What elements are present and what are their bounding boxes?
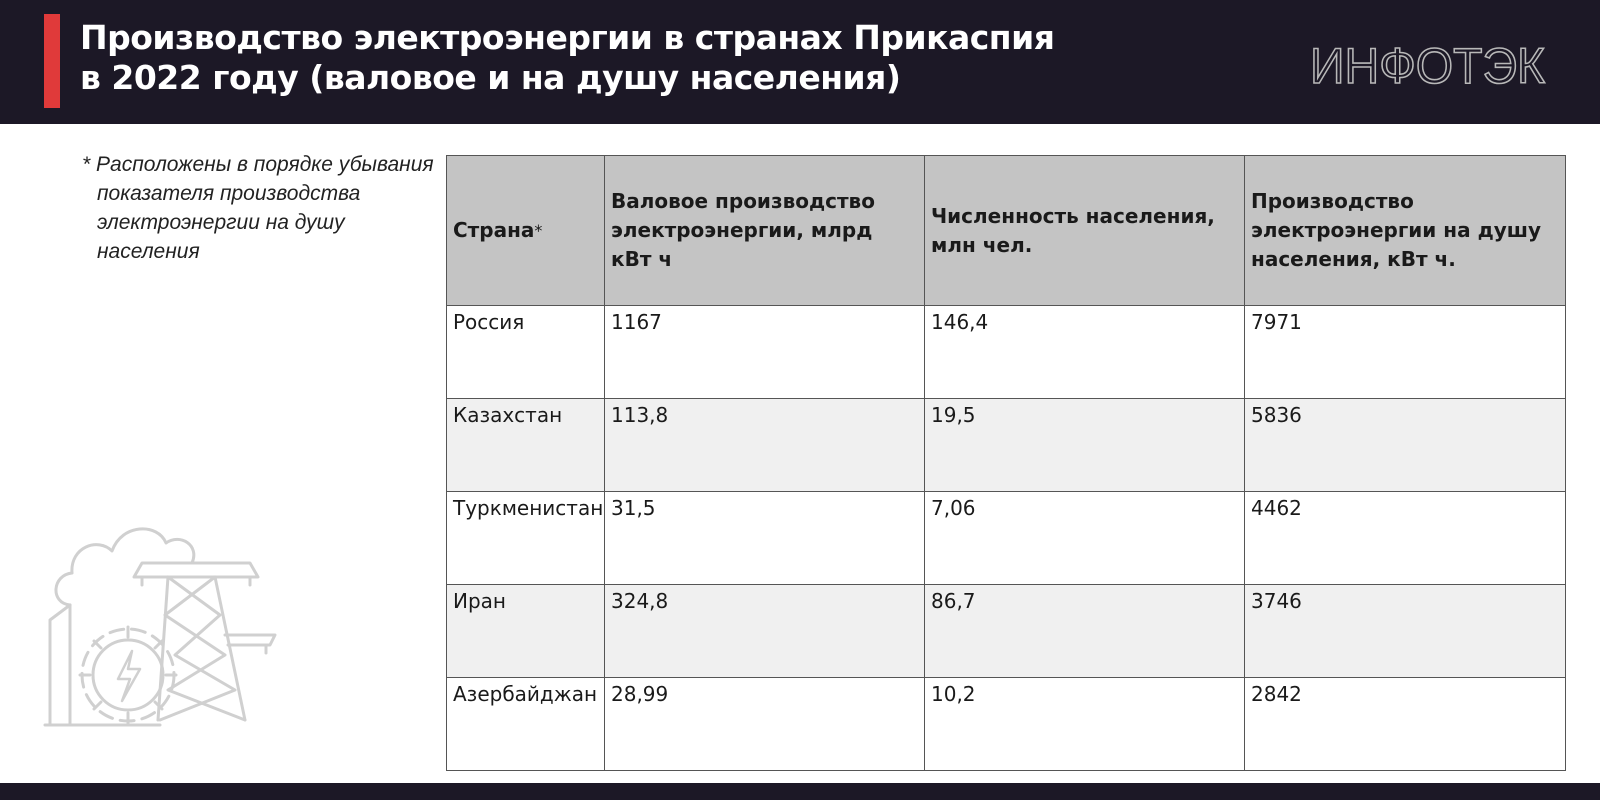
infotek-logo — [1310, 36, 1560, 92]
cell-country: Туркменистан — [447, 492, 605, 585]
footer-bar — [0, 783, 1600, 800]
cell-gross-production: 28,99 — [605, 678, 925, 771]
column-header-gross-production: Валовое производство электроэнергии, млрд кВт ч — [605, 156, 925, 306]
cell-per-capita: 7971 — [1245, 306, 1566, 399]
cell-per-capita: 2842 — [1245, 678, 1566, 771]
cell-per-capita: 4462 — [1245, 492, 1566, 585]
table-row — [447, 585, 1566, 678]
cell-country: Казахстан — [447, 399, 605, 492]
cell-per-capita: 3746 — [1245, 585, 1566, 678]
electricity-table — [446, 155, 1566, 771]
column-header-country-label: Страна — [453, 218, 535, 242]
cell-country: Азербайджан — [447, 678, 605, 771]
title-line-1: Производство электроэнергии в странах Прикаспия — [80, 18, 1055, 57]
cell-gross-production: 31,5 — [605, 492, 925, 585]
cell-population: 7,06 — [925, 492, 1245, 585]
accent-bar — [44, 14, 60, 108]
table-header-row — [447, 156, 1566, 306]
cell-population: 86,7 — [925, 585, 1245, 678]
cell-population: 146,4 — [925, 306, 1245, 399]
cell-population: 19,5 — [925, 399, 1245, 492]
title-line-2: в 2022 году (валовое и на душу населения) — [80, 58, 901, 97]
cell-population: 10,2 — [925, 678, 1245, 771]
column-header-per-capita: Производство электроэнергии на душу населения, кВт ч. — [1245, 156, 1566, 306]
cell-country: Россия — [447, 306, 605, 399]
cell-per-capita: 5836 — [1245, 399, 1566, 492]
cell-gross-production: 1167 — [605, 306, 925, 399]
cell-gross-production: 324,8 — [605, 585, 925, 678]
footnote-marker: * — [534, 221, 543, 240]
cell-country: Иран — [447, 585, 605, 678]
table-row — [447, 306, 1566, 399]
cell-gross-production: 113,8 — [605, 399, 925, 492]
header-banner — [0, 0, 1600, 124]
table-row — [447, 492, 1566, 585]
table-row — [447, 678, 1566, 771]
page-title — [80, 18, 1180, 98]
footnote: * Расположены в порядке убывания показателя производства электроэнергии на душу населения — [82, 153, 434, 263]
column-header-population: Численность населения, млн чел. — [925, 156, 1245, 306]
table-row — [447, 399, 1566, 492]
power-plant-illustration — [40, 515, 290, 740]
logo-text: ИНФОТЭК — [1310, 38, 1545, 92]
column-header-country — [447, 156, 605, 306]
